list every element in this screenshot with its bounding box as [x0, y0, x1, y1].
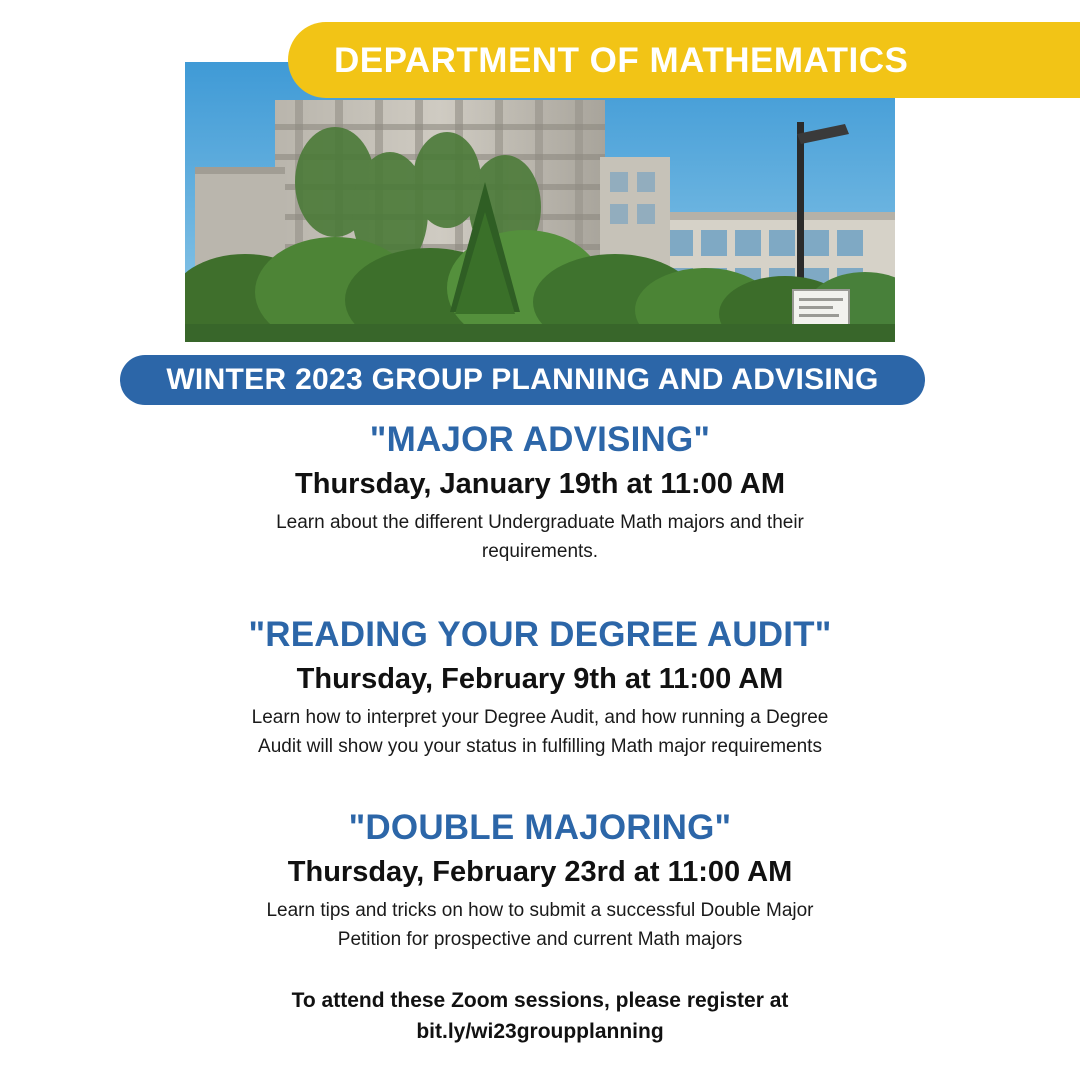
session-title: "MAJOR ADVISING" — [369, 420, 711, 459]
session-date: Thursday, February 23rd at 11:00 AM — [287, 855, 793, 888]
page-title: DEPARTMENT OF MATHEMATICS — [334, 40, 909, 80]
session-date: Thursday, February 9th at 11:00 AM — [296, 662, 784, 695]
registration-footer — [0, 985, 1080, 1048]
department-header-banner — [288, 22, 1080, 98]
session-item — [0, 418, 1080, 567]
campus-building-photo — [185, 62, 895, 342]
session-item — [0, 806, 1080, 955]
session-description: Learn how to interpret your Degree Audit, and how running a Degree Audit will show you your status in fulfilling Math major requirements — [251, 706, 829, 758]
registration-instruction: To attend these Zoom sessions, please register at — [291, 988, 789, 1012]
sessions-list — [0, 418, 1080, 1048]
photo-illustration — [185, 62, 895, 342]
session-title: "DOUBLE MAJORING" — [348, 807, 732, 847]
subtitle-banner — [120, 355, 925, 405]
registration-link[interactable]: bit.ly/wi23groupplanning — [416, 1020, 664, 1044]
session-item — [0, 613, 1080, 762]
session-description: Learn about the different Undergraduate Math majors and their requirements. — [276, 512, 804, 563]
session-description: Learn tips and tricks on how to submit a successful Double Major Petition for prospective and current Math majors — [266, 899, 814, 951]
session-date: Thursday, January 19th at 11:00 AM — [295, 467, 785, 500]
subtitle-text: WINTER 2023 GROUP PLANNING AND ADVISING — [166, 363, 879, 396]
session-title: "READING YOUR DEGREE AUDIT" — [248, 614, 832, 654]
